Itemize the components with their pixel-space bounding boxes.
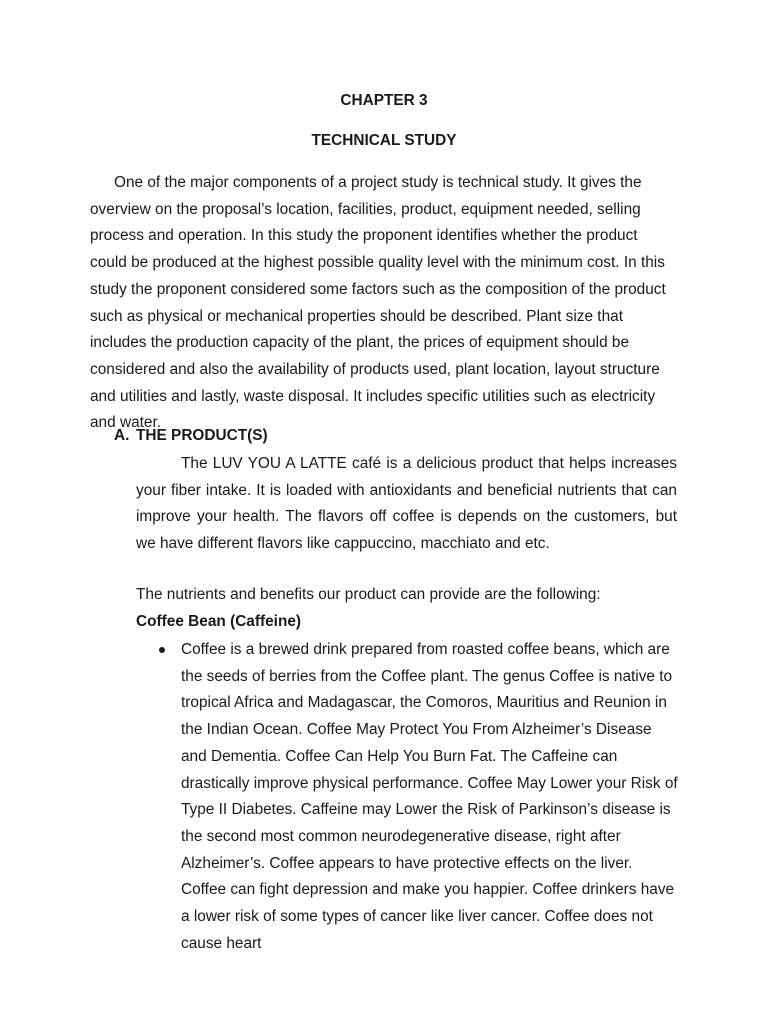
nutrients-intro: The nutrients and benefits our product can provide are the following: [136, 586, 601, 603]
list-item: Coffee is a brewed drink prepared from roasted coffee beans, which are the seeds of berries from the Coffee plant. The genus Coffee is native to tropical Africa and Madagascar, the Comoros, Mauritius and Reunion in the Indian Ocean. Coffee May Protect You From Alzheimer’s Disease and Dementia. Coffee Can Help You Burn Fat. The Caffeine can drastically improve physical performance. Coffee May Lower your Risk of Type II Diabetes. Caffeine may Lower the Risk of Parkinson’s disease is the second most common neurodegenerative disease, right after Alzheimer’s. Coffee appears to have protective effects on the liver. Coffee can fight depression and make you happier. Coffee drinkers have a lower risk of some types of cancer like liver cancer. Coffee does not cause heart [181, 641, 678, 952]
coffee-bean-subheading: Coffee Bean (Caffeine) [136, 613, 302, 630]
section-heading-text: THE PRODUCT(S) [136, 427, 268, 444]
bullet-icon [159, 647, 165, 653]
section-marker: A. [114, 427, 130, 444]
product-paragraph: The LUV YOU A LATTE café is a delicious product that helps increases your fiber intake. It is loaded with antioxidants and beneficial nutrients that can improve your health. The flavors off coffee is depends on the customers, but we have different flavors like cappuccino, macchiato and etc. [136, 455, 677, 553]
section-heading-product [114, 425, 268, 447]
page-title: TECHNICAL STUDY [311, 132, 457, 149]
intro-paragraph: One of the major components of a project study is technical study. It gives the overview on the proposal’s location, facilities, product, equipment needed, selling process and operation. In this study the proponent identifies whether the product could be produced at the highest possible quality level with the minimum cost. In this study the proponent considered some factors such as the composition of the product such as physical or mechanical properties should be described. Plant size that includes the production capacity of the plant, the prices of equipment should be considered and also the availability of products used, plant location, layout structure and utilities and lastly, waste disposal. It includes specific utilities such as electricity and water. [90, 174, 666, 432]
chapter-label: CHAPTER 3 [340, 92, 428, 109]
